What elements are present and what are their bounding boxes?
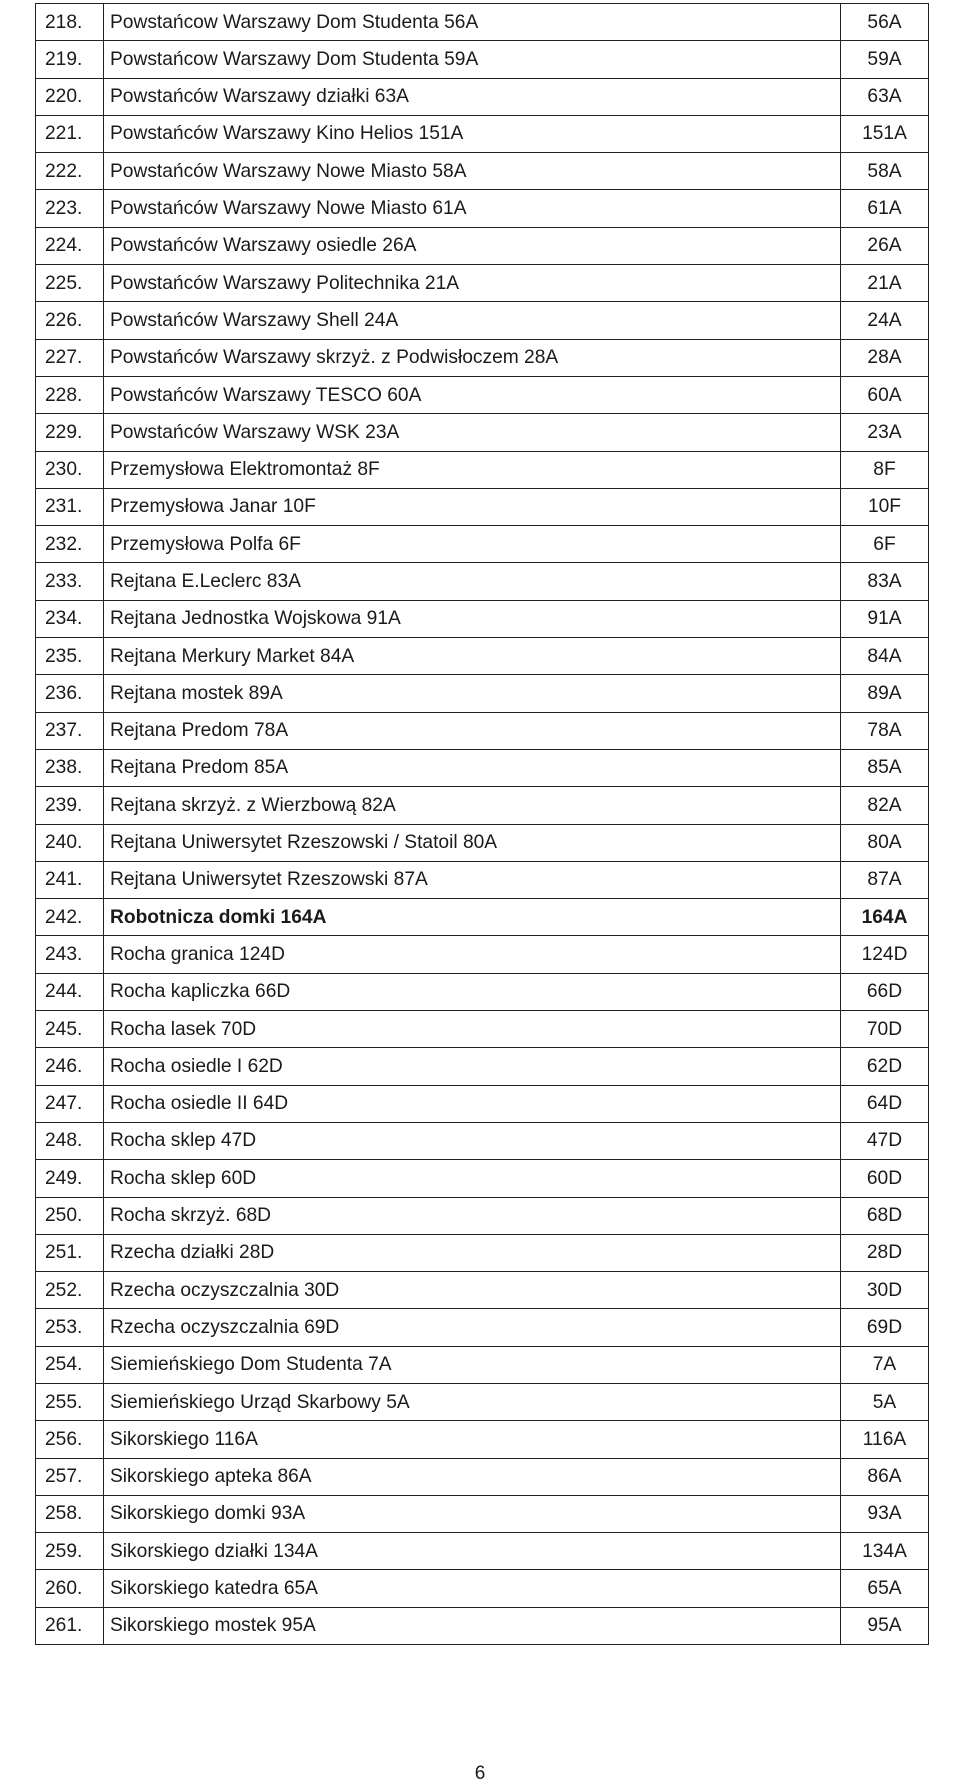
row-number-cell: 237.: [36, 712, 104, 749]
row-number-cell: 257.: [36, 1458, 104, 1495]
stop-name-cell: Rzecha działki 28D: [104, 1234, 841, 1271]
stop-code-cell: 70D: [841, 1011, 929, 1048]
stop-name-cell: Rocha sklep 60D: [104, 1160, 841, 1197]
stop-code-cell: 83A: [841, 563, 929, 600]
stop-name-cell: Rejtana Merkury Market 84A: [104, 638, 841, 675]
table-row: [36, 675, 929, 712]
stop-name-cell: Rejtana Uniwersytet Rzeszowski / Statoil 80A: [104, 824, 841, 861]
stop-name-cell: Powstańców Warszawy osiedle 26A: [104, 227, 841, 264]
row-number-cell: 251.: [36, 1234, 104, 1271]
stop-name-cell: Rzecha oczyszczalnia 30D: [104, 1272, 841, 1309]
stop-code-cell: 47D: [841, 1122, 929, 1159]
row-number-cell: 256.: [36, 1421, 104, 1458]
table-row: [36, 153, 929, 190]
table-row: [36, 190, 929, 227]
stop-name-cell: Sikorskiego mostek 95A: [104, 1607, 841, 1644]
row-number-cell: 231.: [36, 488, 104, 525]
stop-code-cell: 28D: [841, 1234, 929, 1271]
table-row: [36, 451, 929, 488]
stop-name-cell: Rejtana Jednostka Wojskowa 91A: [104, 600, 841, 637]
row-number-cell: 241.: [36, 861, 104, 898]
table-row: [36, 1607, 929, 1644]
row-number-cell: 240.: [36, 824, 104, 861]
stop-name-cell: Robotnicza domki 164A: [104, 899, 841, 936]
table-row: [36, 414, 929, 451]
stop-code-cell: 7A: [841, 1346, 929, 1383]
stop-name-cell: Rocha kapliczka 66D: [104, 973, 841, 1010]
table-row: [36, 78, 929, 115]
row-number-cell: 226.: [36, 302, 104, 339]
stop-code-cell: 116A: [841, 1421, 929, 1458]
stop-code-cell: 80A: [841, 824, 929, 861]
stop-name-cell: Rejtana Uniwersytet Rzeszowski 87A: [104, 861, 841, 898]
stop-code-cell: 69D: [841, 1309, 929, 1346]
table-row: [36, 339, 929, 376]
table-row: [36, 41, 929, 78]
stop-code-cell: 62D: [841, 1048, 929, 1085]
table-row: [36, 1421, 929, 1458]
table-row: [36, 1085, 929, 1122]
row-number-cell: 230.: [36, 451, 104, 488]
table-row: [36, 1122, 929, 1159]
stop-name-cell: Sikorskiego działki 134A: [104, 1533, 841, 1570]
row-number-cell: 224.: [36, 227, 104, 264]
row-number-cell: 232.: [36, 526, 104, 563]
stop-code-cell: 6F: [841, 526, 929, 563]
table-row: [36, 600, 929, 637]
stop-name-cell: Powstańców Warszawy skrzyż. z Podwisłoczem 28A: [104, 339, 841, 376]
stop-code-cell: 124D: [841, 936, 929, 973]
stop-name-cell: Sikorskiego 116A: [104, 1421, 841, 1458]
stop-code-cell: 164A: [841, 899, 929, 936]
row-number-cell: 227.: [36, 339, 104, 376]
stop-code-cell: 10F: [841, 488, 929, 525]
stop-code-cell: 59A: [841, 41, 929, 78]
stop-code-cell: 60D: [841, 1160, 929, 1197]
row-number-cell: 246.: [36, 1048, 104, 1085]
row-number-cell: 242.: [36, 899, 104, 936]
row-number-cell: 222.: [36, 153, 104, 190]
row-number-cell: 259.: [36, 1533, 104, 1570]
table-row: [36, 638, 929, 675]
table-row: [36, 973, 929, 1010]
table-row: [36, 1234, 929, 1271]
stop-code-cell: 28A: [841, 339, 929, 376]
row-number-cell: 244.: [36, 973, 104, 1010]
row-number-cell: 218.: [36, 4, 104, 41]
row-number-cell: 249.: [36, 1160, 104, 1197]
stop-name-cell: Przemysłowa Polfa 6F: [104, 526, 841, 563]
stop-name-cell: Powstańcow Warszawy Dom Studenta 56A: [104, 4, 841, 41]
table-row: [36, 302, 929, 339]
stop-name-cell: Sikorskiego domki 93A: [104, 1495, 841, 1532]
stop-name-cell: Przemysłowa Janar 10F: [104, 488, 841, 525]
stop-name-cell: Rejtana mostek 89A: [104, 675, 841, 712]
row-number-cell: 236.: [36, 675, 104, 712]
table-row: [36, 526, 929, 563]
stop-code-cell: 151A: [841, 115, 929, 152]
stop-name-cell: Powstańcow Warszawy Dom Studenta 59A: [104, 41, 841, 78]
stops-table: [35, 3, 929, 1645]
table-row: [36, 1383, 929, 1420]
stop-name-cell: Rzecha oczyszczalnia 69D: [104, 1309, 841, 1346]
row-number-cell: 229.: [36, 414, 104, 451]
row-number-cell: 234.: [36, 600, 104, 637]
row-number-cell: 248.: [36, 1122, 104, 1159]
table-row: [36, 936, 929, 973]
stop-name-cell: Rocha skrzyż. 68D: [104, 1197, 841, 1234]
stop-name-cell: Rocha osiedle II 64D: [104, 1085, 841, 1122]
table-row: [36, 4, 929, 41]
table-row: [36, 227, 929, 264]
row-number-cell: 255.: [36, 1383, 104, 1420]
stop-name-cell: Powstańców Warszawy działki 63A: [104, 78, 841, 115]
table-row: [36, 115, 929, 152]
stop-name-cell: Przemysłowa Elektromontaż 8F: [104, 451, 841, 488]
stop-name-cell: Sikorskiego katedra 65A: [104, 1570, 841, 1607]
stop-name-cell: Powstańców Warszawy TESCO 60A: [104, 376, 841, 413]
stop-code-cell: 86A: [841, 1458, 929, 1495]
stop-code-cell: 60A: [841, 376, 929, 413]
table-row: [36, 749, 929, 786]
row-number-cell: 254.: [36, 1346, 104, 1383]
table-row: [36, 1346, 929, 1383]
stop-name-cell: Rocha granica 124D: [104, 936, 841, 973]
row-number-cell: 238.: [36, 749, 104, 786]
stop-name-cell: Powstańców Warszawy WSK 23A: [104, 414, 841, 451]
stop-name-cell: Powstańców Warszawy Nowe Miasto 58A: [104, 153, 841, 190]
row-number-cell: 252.: [36, 1272, 104, 1309]
stop-name-cell: Powstańców Warszawy Kino Helios 151A: [104, 115, 841, 152]
stop-code-cell: 24A: [841, 302, 929, 339]
stop-code-cell: 134A: [841, 1533, 929, 1570]
stop-code-cell: 87A: [841, 861, 929, 898]
row-number-cell: 228.: [36, 376, 104, 413]
row-number-cell: 225.: [36, 265, 104, 302]
stop-code-cell: 56A: [841, 4, 929, 41]
stop-code-cell: 26A: [841, 227, 929, 264]
stop-code-cell: 91A: [841, 600, 929, 637]
stop-code-cell: 65A: [841, 1570, 929, 1607]
page-number: 6: [474, 1763, 486, 1784]
row-number-cell: 223.: [36, 190, 104, 227]
table-row: [36, 787, 929, 824]
stop-code-cell: 95A: [841, 1607, 929, 1644]
stop-name-cell: Rocha sklep 47D: [104, 1122, 841, 1159]
stop-code-cell: 58A: [841, 153, 929, 190]
stop-name-cell: Rejtana skrzyż. z Wierzbową 82A: [104, 787, 841, 824]
table-row: [36, 712, 929, 749]
stop-name-cell: Rejtana Predom 78A: [104, 712, 841, 749]
table-row: [36, 1533, 929, 1570]
stop-code-cell: 85A: [841, 749, 929, 786]
stop-code-cell: 93A: [841, 1495, 929, 1532]
table-row: [36, 1048, 929, 1085]
row-number-cell: 221.: [36, 115, 104, 152]
row-number-cell: 233.: [36, 563, 104, 600]
stop-name-cell: Powstańców Warszawy Shell 24A: [104, 302, 841, 339]
stop-code-cell: 64D: [841, 1085, 929, 1122]
row-number-cell: 260.: [36, 1570, 104, 1607]
row-number-cell: 258.: [36, 1495, 104, 1532]
stop-name-cell: Rocha osiedle I 62D: [104, 1048, 841, 1085]
stop-code-cell: 21A: [841, 265, 929, 302]
table-row: [36, 376, 929, 413]
row-number-cell: 239.: [36, 787, 104, 824]
table-row: [36, 488, 929, 525]
stop-code-cell: 8F: [841, 451, 929, 488]
stop-name-cell: Sikorskiego apteka 86A: [104, 1458, 841, 1495]
stop-code-cell: 89A: [841, 675, 929, 712]
stop-code-cell: 82A: [841, 787, 929, 824]
stop-name-cell: Rejtana E.Leclerc 83A: [104, 563, 841, 600]
table-row: [36, 1570, 929, 1607]
table-row: [36, 563, 929, 600]
table-row: [36, 861, 929, 898]
stop-name-cell: Siemieńskiego Dom Studenta 7A: [104, 1346, 841, 1383]
row-number-cell: 220.: [36, 78, 104, 115]
stop-code-cell: 68D: [841, 1197, 929, 1234]
stop-name-cell: Siemieńskiego Urząd Skarbowy 5A: [104, 1383, 841, 1420]
row-number-cell: 247.: [36, 1085, 104, 1122]
table-row: [36, 1495, 929, 1532]
table-row: [36, 1160, 929, 1197]
stop-code-cell: 61A: [841, 190, 929, 227]
table-row: [36, 1197, 929, 1234]
stop-code-cell: 5A: [841, 1383, 929, 1420]
stop-code-cell: 78A: [841, 712, 929, 749]
table-row: [36, 899, 929, 936]
stop-name-cell: Rejtana Predom 85A: [104, 749, 841, 786]
row-number-cell: 235.: [36, 638, 104, 675]
stop-name-cell: Rocha lasek 70D: [104, 1011, 841, 1048]
stop-code-cell: 23A: [841, 414, 929, 451]
row-number-cell: 261.: [36, 1607, 104, 1644]
stop-code-cell: 30D: [841, 1272, 929, 1309]
table-row: [36, 824, 929, 861]
stop-name-cell: Powstańców Warszawy Politechnika 21A: [104, 265, 841, 302]
table-row: [36, 1272, 929, 1309]
row-number-cell: 243.: [36, 936, 104, 973]
table-row: [36, 1309, 929, 1346]
table-row: [36, 265, 929, 302]
stops-table-body: [36, 4, 929, 1645]
row-number-cell: 250.: [36, 1197, 104, 1234]
row-number-cell: 253.: [36, 1309, 104, 1346]
stop-code-cell: 66D: [841, 973, 929, 1010]
stop-code-cell: 84A: [841, 638, 929, 675]
table-row: [36, 1011, 929, 1048]
stop-code-cell: 63A: [841, 78, 929, 115]
row-number-cell: 245.: [36, 1011, 104, 1048]
row-number-cell: 219.: [36, 41, 104, 78]
stop-name-cell: Powstańców Warszawy Nowe Miasto 61A: [104, 190, 841, 227]
table-row: [36, 1458, 929, 1495]
